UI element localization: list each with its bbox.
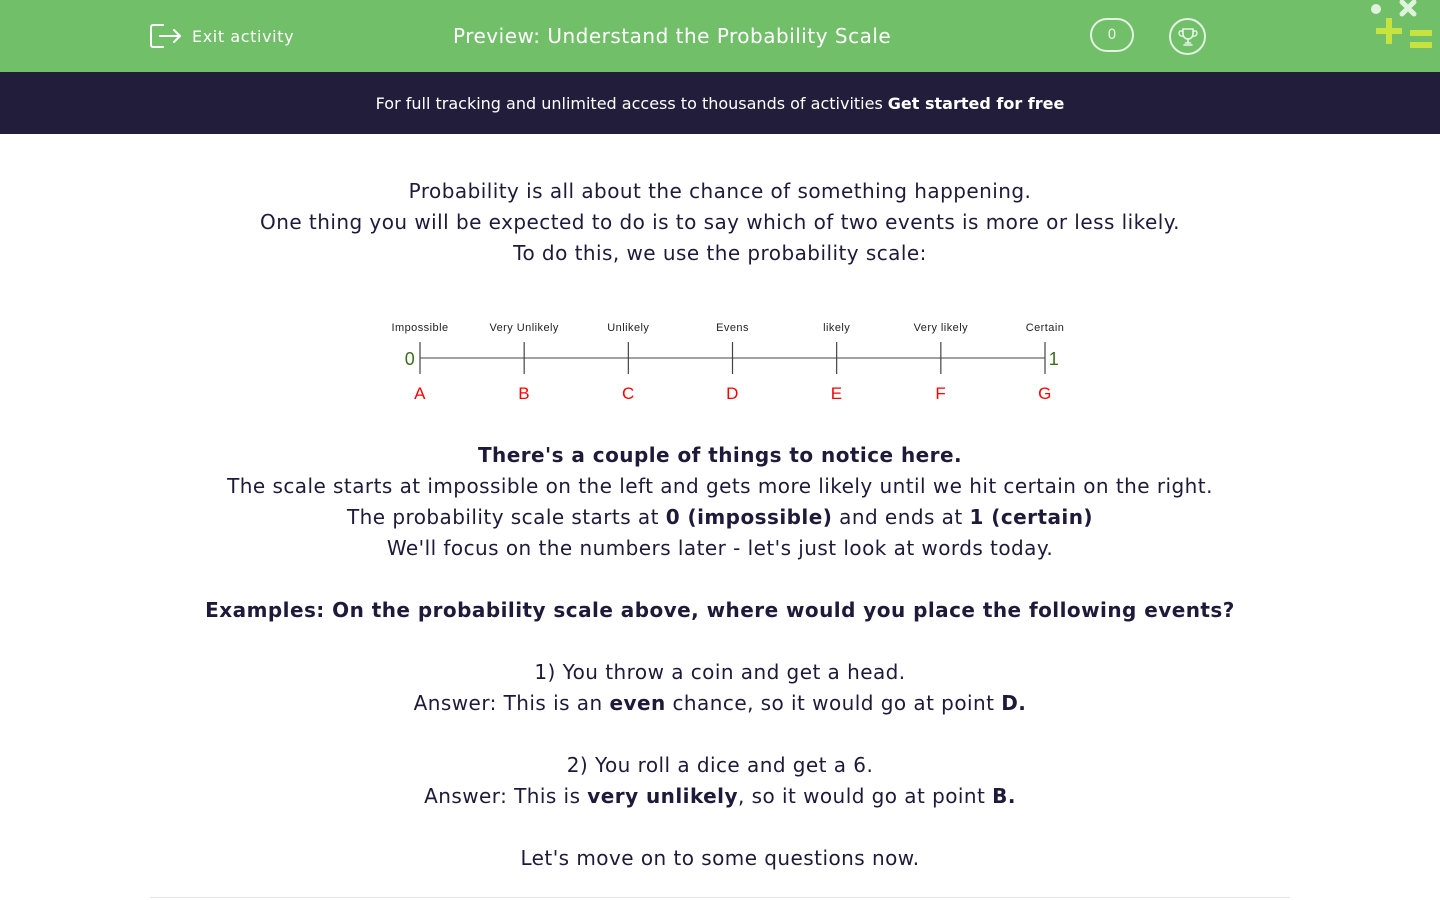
banner-text: For full tracking and unlimited access to thousands of activities: [375, 93, 883, 113]
upgrade-banner: [0, 72, 1440, 134]
exit-icon: [149, 22, 183, 50]
scale-word-label: Unlikely: [607, 322, 650, 334]
get-started-link[interactable]: Get started for free: [887, 93, 1065, 113]
probability-scale-figure: [370, 303, 1070, 413]
intro-line-1: Probability is all about the chance of something happening.: [408, 179, 1032, 203]
scale-letter-label: G: [1038, 384, 1052, 403]
lesson-content: [150, 176, 1290, 874]
closing-line: Let's move on to some questions now.: [520, 846, 920, 870]
scale-letter-label: B: [518, 384, 531, 403]
answer-2-point: B.: [992, 784, 1016, 808]
answer-1-point: D.: [1001, 691, 1027, 715]
notice-heading: [150, 440, 1290, 471]
scale-letter-label: F: [935, 384, 947, 403]
intro-line-2: One thing you will be expected to do is to say which of two events is more or less likely.: [260, 210, 1180, 234]
examples-heading-text: Examples: On the probability scale above, where would you place the following events?: [205, 598, 1235, 622]
scale-letter-label: E: [830, 384, 843, 403]
page-title: Preview: Understand the Probability Scale: [453, 24, 892, 48]
answer-1-mid: chance, so it would go at point: [665, 691, 1002, 715]
notice-line-2: [150, 502, 1290, 533]
example-2-answer: [150, 781, 1290, 812]
scale-word-label: Very likely: [913, 322, 969, 334]
answer-1-bold: even: [609, 691, 666, 715]
scale-word-label: Very Unlikely: [489, 322, 559, 334]
scale-word-label: Impossible: [391, 322, 449, 334]
example-2-question: 2) You roll a dice and get a 6.: [566, 753, 874, 777]
scale-start-number: 0: [404, 349, 416, 369]
divider: [150, 897, 1290, 898]
example-1-question: 1) You throw a coin and get a head.: [534, 660, 906, 684]
notice-heading-text: There's a couple of things to notice here.: [477, 443, 963, 467]
brand-logo-icon: [1366, 0, 1440, 56]
examples-heading: [150, 595, 1290, 626]
scale-letter-label: A: [414, 384, 426, 403]
one-certain-text: 1 (certain): [969, 505, 1093, 529]
trophy-icon: [1177, 26, 1199, 48]
scale-word-label: likely: [823, 322, 851, 334]
scale-word-label: Certain: [1025, 322, 1065, 334]
scale-letter-label: C: [621, 384, 635, 403]
answer-2-bold: very unlikely: [587, 784, 738, 808]
answer-1-start: Answer: This is an: [413, 691, 610, 715]
probability-scale: [370, 303, 1070, 413]
zero-impossible-text: 0 (impossible): [665, 505, 833, 529]
top-bar: [0, 0, 1440, 72]
notice-line-3: We'll focus on the numbers later - let's just look at words today.: [386, 536, 1054, 560]
trophy-button[interactable]: [1169, 18, 1206, 55]
notice-line-1: The scale starts at impossible on the left and gets more likely until we hit certain on the right.: [227, 474, 1213, 498]
exit-activity-button[interactable]: [149, 22, 294, 50]
notice-line-2-mid: and ends at: [832, 505, 970, 529]
answer-2-mid: , so it would go at point: [737, 784, 993, 808]
exit-activity-label: Exit activity: [192, 26, 295, 46]
scale-word-label: Evens: [716, 322, 749, 334]
example-1-answer: [150, 688, 1290, 719]
score-badge: 0: [1090, 18, 1134, 52]
intro-line-3: To do this, we use the probability scale:: [513, 241, 927, 265]
scale-end-number: 1: [1048, 349, 1060, 369]
scale-letter-label: D: [726, 384, 739, 403]
notice-line-2-start: The probability scale starts at: [346, 505, 666, 529]
answer-2-start: Answer: This is: [424, 784, 588, 808]
